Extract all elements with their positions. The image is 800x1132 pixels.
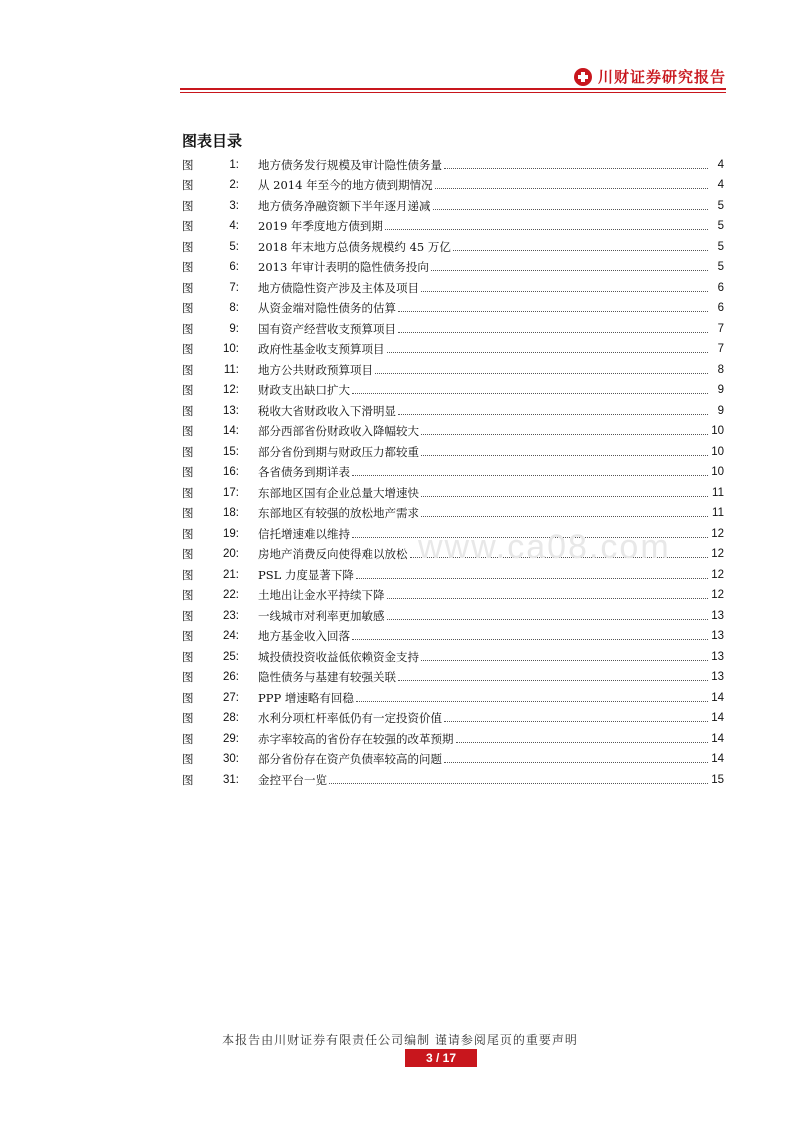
toc-entry-leader	[356, 700, 708, 702]
toc-entry-number: 1:	[229, 158, 239, 171]
toc-entry-page: 15	[711, 773, 724, 786]
toc-entry-page: 14	[711, 732, 724, 745]
toc-entry-number: 18:	[223, 507, 239, 519]
toc-entry-label: 图	[182, 485, 194, 500]
toc-entry[interactable]	[182, 234, 724, 255]
toc-entry-title: 房地产消费反向使得难以放松	[258, 547, 408, 561]
toc-entry[interactable]	[182, 316, 724, 337]
toc-entry[interactable]	[182, 275, 724, 296]
toc-entry-title: 2013 年审计表明的隐性债务投向	[258, 260, 429, 274]
toc-entry-label: 图	[182, 198, 194, 213]
toc-entry-title: 部分西部省份财政收入降幅较大	[258, 424, 419, 438]
toc-entry-page: 14	[711, 691, 724, 704]
toc-entry-page: 13	[711, 609, 724, 622]
toc-entry-page: 12	[711, 527, 724, 540]
toc-entry-label: 图	[182, 526, 194, 541]
toc-entry-leader	[435, 187, 708, 189]
toc-entry-number: 21:	[223, 568, 239, 581]
toc-entry-title: 赤字率较高的省份存在较强的改革预期	[258, 731, 454, 746]
toc-entry-title: 地方公共财政预算项目	[258, 362, 373, 377]
toc-entry-page: 11	[712, 507, 724, 519]
toc-entry-number: 25:	[223, 650, 239, 663]
toc-entry-label: 图	[182, 649, 194, 664]
toc-entry-title: 信托增速难以维持	[258, 526, 350, 541]
toc-entry-page: 13	[711, 650, 724, 663]
toc-entry-number: 8:	[229, 302, 239, 314]
toc-entry-title: 从 2014 年至今的地方债到期情况	[258, 178, 433, 192]
toc-entry-leader	[398, 331, 708, 333]
toc-entry-leader	[444, 761, 708, 763]
toc-entry-label: 图	[182, 178, 194, 192]
chuancai-logo-icon	[574, 68, 592, 86]
toc-entry-label: 图	[182, 260, 194, 274]
header-rule	[180, 88, 726, 90]
toc-entry-number: 28:	[223, 712, 239, 724]
toc-entry[interactable]	[182, 480, 724, 501]
toc-entry-page: 6	[717, 281, 724, 294]
toc-entry-title: 政府性基金收支预算项目	[258, 342, 385, 356]
toc-entry[interactable]	[182, 644, 724, 665]
toc-entry[interactable]	[182, 214, 724, 235]
toc-entry[interactable]	[182, 296, 724, 317]
toc-entry-page: 5	[717, 261, 724, 273]
toc-entry-title: 从资金端对隐性债务的估算	[258, 301, 396, 315]
toc-entry-title: 地方基金收入回落	[258, 629, 350, 643]
toc-entry-title: 2019 年季度地方债到期	[258, 219, 383, 233]
toc-entry-leader	[431, 269, 708, 271]
toc-entry-label: 图	[182, 670, 194, 684]
toc-entry[interactable]	[182, 624, 724, 645]
toc-entry[interactable]	[182, 460, 724, 481]
toc-entry-label: 图	[182, 465, 194, 479]
toc-entry-number: 17:	[223, 486, 239, 499]
toc-entry-label: 图	[182, 629, 194, 643]
toc-entry[interactable]	[182, 378, 724, 399]
toc-entry-leader	[456, 741, 709, 743]
toc-entry-title: 财政支出缺口扩大	[258, 383, 350, 397]
toc-entry[interactable]	[182, 726, 724, 747]
toc-entry-title: 一线城市对利率更加敏感	[258, 608, 385, 623]
toc-entry-title: 土地出让金水平持续下降	[258, 588, 385, 602]
toc-entry-number: 31:	[223, 773, 239, 786]
toc-entry-label: 图	[182, 219, 194, 233]
toc-entry-title: 金控平台一览	[258, 772, 327, 787]
toc-entry-page: 10	[711, 466, 724, 478]
toc-entry-leader	[329, 782, 708, 784]
toc-entry-label: 图	[182, 383, 194, 397]
page-number: 3 / 17	[405, 1049, 477, 1067]
toc-entry[interactable]	[182, 665, 724, 686]
toc-entry-label: 图	[182, 711, 194, 725]
toc-entry[interactable]	[182, 439, 724, 460]
toc-entry-leader	[356, 577, 708, 579]
toc-entry-number: 24:	[223, 630, 239, 642]
toc-entry-title: PSL 力度显著下降	[258, 567, 354, 582]
toc-entry-number: 14:	[223, 425, 239, 437]
toc-entry-number: 12:	[223, 384, 239, 396]
toc-entry-label: 图	[182, 362, 194, 377]
toc-entry-leader	[444, 720, 708, 722]
toc-entry-leader	[352, 474, 708, 476]
toc-entry-number: 11:	[223, 363, 239, 376]
toc-entry-label: 图	[182, 772, 194, 787]
toc-entry[interactable]	[182, 419, 724, 440]
toc-entry-number: 9:	[229, 322, 239, 335]
toc-entry-label: 图	[182, 547, 194, 561]
toc-entry-number: 10:	[223, 343, 239, 355]
toc-entry-number: 20:	[223, 548, 239, 560]
toc-entry-number: 4:	[229, 220, 239, 232]
toc-entry-title: 国有资产经营收支预算项目	[258, 321, 396, 336]
toc-entry-label: 图	[182, 157, 194, 172]
toc-entry-page: 5	[717, 220, 724, 232]
toc-entry-page: 6	[717, 302, 724, 314]
toc-entry[interactable]	[182, 685, 724, 706]
figure-table-of-contents	[182, 152, 724, 788]
toc-entry-page: 5	[717, 240, 724, 253]
toc-entry[interactable]	[182, 337, 724, 358]
toc-entry-number: 6:	[229, 261, 239, 273]
toc-entry-number: 5:	[229, 240, 239, 253]
toc-entry-label: 图	[182, 588, 194, 602]
toc-entry-label: 图	[182, 403, 194, 418]
toc-entry-page: 7	[717, 343, 724, 355]
toc-entry-number: 16:	[223, 466, 239, 478]
toc-entry-label: 图	[182, 752, 194, 766]
toc-entry-number: 26:	[223, 671, 239, 683]
toc-entry-page: 13	[711, 671, 724, 683]
brand-name: 川财证券研究报告	[597, 68, 726, 86]
toc-entry-number: 13:	[223, 404, 239, 417]
toc-entry-page: 9	[717, 404, 724, 417]
toc-entry-leader	[375, 372, 708, 374]
toc-entry-title: PPP 增速略有回稳	[258, 690, 354, 705]
toc-entry-number: 2:	[229, 179, 239, 191]
brand-logo	[574, 66, 726, 87]
toc-entry[interactable]	[182, 357, 724, 378]
toc-entry-leader	[421, 495, 708, 497]
toc-entry-label: 图	[182, 608, 194, 623]
toc-entry-page: 10	[711, 425, 724, 437]
toc-entry-leader	[352, 638, 708, 640]
header-rule-thin	[180, 92, 726, 93]
toc-entry-number: 3:	[229, 199, 239, 212]
toc-entry-number: 27:	[223, 691, 239, 704]
toc-entry-number: 19:	[223, 527, 239, 540]
toc-entry-leader	[421, 433, 708, 435]
toc-entry[interactable]	[182, 152, 724, 173]
toc-entry-leader	[387, 618, 709, 620]
toc-entry-leader	[398, 413, 708, 415]
toc-entry[interactable]	[182, 603, 724, 624]
toc-entry-number: 15:	[223, 445, 239, 458]
toc-entry-title: 地方债隐性资产涉及主体及项目	[258, 280, 419, 295]
toc-entry-label: 图	[182, 301, 194, 315]
toc-entry-leader	[387, 351, 709, 353]
toc-entry-leader	[398, 310, 708, 312]
toc-entry[interactable]	[182, 173, 724, 194]
toc-entry[interactable]	[182, 501, 724, 522]
toc-entry-page: 10	[711, 445, 724, 458]
toc-entry[interactable]	[182, 583, 724, 604]
toc-entry[interactable]	[182, 767, 724, 788]
toc-entry[interactable]	[182, 747, 724, 768]
toc-entry-label: 图	[182, 424, 194, 438]
toc-entry-title: 隐性债务与基建有较强关联	[258, 670, 396, 684]
toc-entry-leader	[421, 290, 708, 292]
toc-entry-number: 7:	[229, 281, 239, 294]
toc-entry-label: 图	[182, 342, 194, 356]
toc-entry-number: 29:	[223, 732, 239, 745]
toc-entry-label: 图	[182, 239, 194, 254]
toc-entry-page: 12	[711, 589, 724, 601]
toc-entry-number: 23:	[223, 609, 239, 622]
toc-entry-page: 7	[717, 322, 724, 335]
toc-entry-title: 地方债务发行规模及审计隐性债务量	[258, 157, 442, 172]
watermark: www.ca08.com	[418, 528, 671, 566]
toc-entry-label: 图	[182, 444, 194, 459]
toc-entry-title: 地方债务净融资额下半年逐月递减	[258, 198, 431, 213]
toc-entry-leader	[352, 392, 708, 394]
toc-entry-leader	[444, 167, 708, 169]
toc-entry-label: 图	[182, 280, 194, 295]
toc-entry[interactable]	[182, 255, 724, 276]
toc-entry-number: 22:	[223, 589, 239, 601]
toc-entry-page: 11	[712, 486, 724, 499]
toc-entry-page: 14	[711, 712, 724, 724]
toc-entry-page: 5	[717, 199, 724, 212]
toc-entry-label: 图	[182, 690, 194, 705]
toc-entry-title: 税收大省财政收入下滑明显	[258, 403, 396, 418]
toc-entry-page: 13	[711, 630, 724, 642]
toc-entry[interactable]	[182, 193, 724, 214]
toc-entry-page: 4	[717, 158, 724, 171]
toc-entry-leader	[398, 679, 708, 681]
toc-entry-leader	[421, 515, 708, 517]
toc-entry-leader	[387, 597, 709, 599]
toc-entry-title: 水利分项杠杆率低仍有一定投资价值	[258, 711, 442, 725]
toc-entry-number: 30:	[223, 753, 239, 765]
toc-entry-page: 14	[711, 753, 724, 765]
toc-entry-leader	[433, 208, 709, 210]
toc-entry-page: 12	[711, 548, 724, 560]
toc-entry-title: 2018 年末地方总债务规模约 45 万亿	[258, 239, 451, 254]
toc-entry-label: 图	[182, 731, 194, 746]
toc-entry-page: 9	[717, 384, 724, 396]
toc-entry-leader	[421, 659, 708, 661]
footer-disclaimer: 本报告由川财证券有限责任公司编制 谨请参阅尾页的重要声明	[222, 1033, 578, 1047]
toc-entry-leader	[385, 228, 708, 230]
toc-entry-label: 图	[182, 567, 194, 582]
toc-entry-page: 8	[717, 363, 724, 376]
toc-entry[interactable]	[182, 398, 724, 419]
toc-entry-leader	[421, 454, 708, 456]
toc-entry-page: 12	[711, 568, 724, 581]
toc-entry-title: 部分省份到期与财政压力都较重	[258, 444, 419, 459]
toc-title: 图表目录	[182, 132, 243, 150]
toc-entry-label: 图	[182, 506, 194, 520]
toc-entry-leader	[453, 249, 708, 251]
toc-entry-label: 图	[182, 321, 194, 336]
toc-entry-title: 部分省份存在资产负债率较高的问题	[258, 752, 442, 766]
toc-entry-title: 东部地区有较强的放松地产需求	[258, 506, 419, 520]
toc-entry-title: 城投债投资收益低依赖资金支持	[258, 649, 419, 664]
toc-entry-page: 4	[717, 179, 724, 191]
toc-entry[interactable]	[182, 706, 724, 727]
toc-entry-title: 东部地区国有企业总量大增速快	[258, 485, 419, 500]
toc-entry-title: 各省债务到期详表	[258, 465, 350, 479]
